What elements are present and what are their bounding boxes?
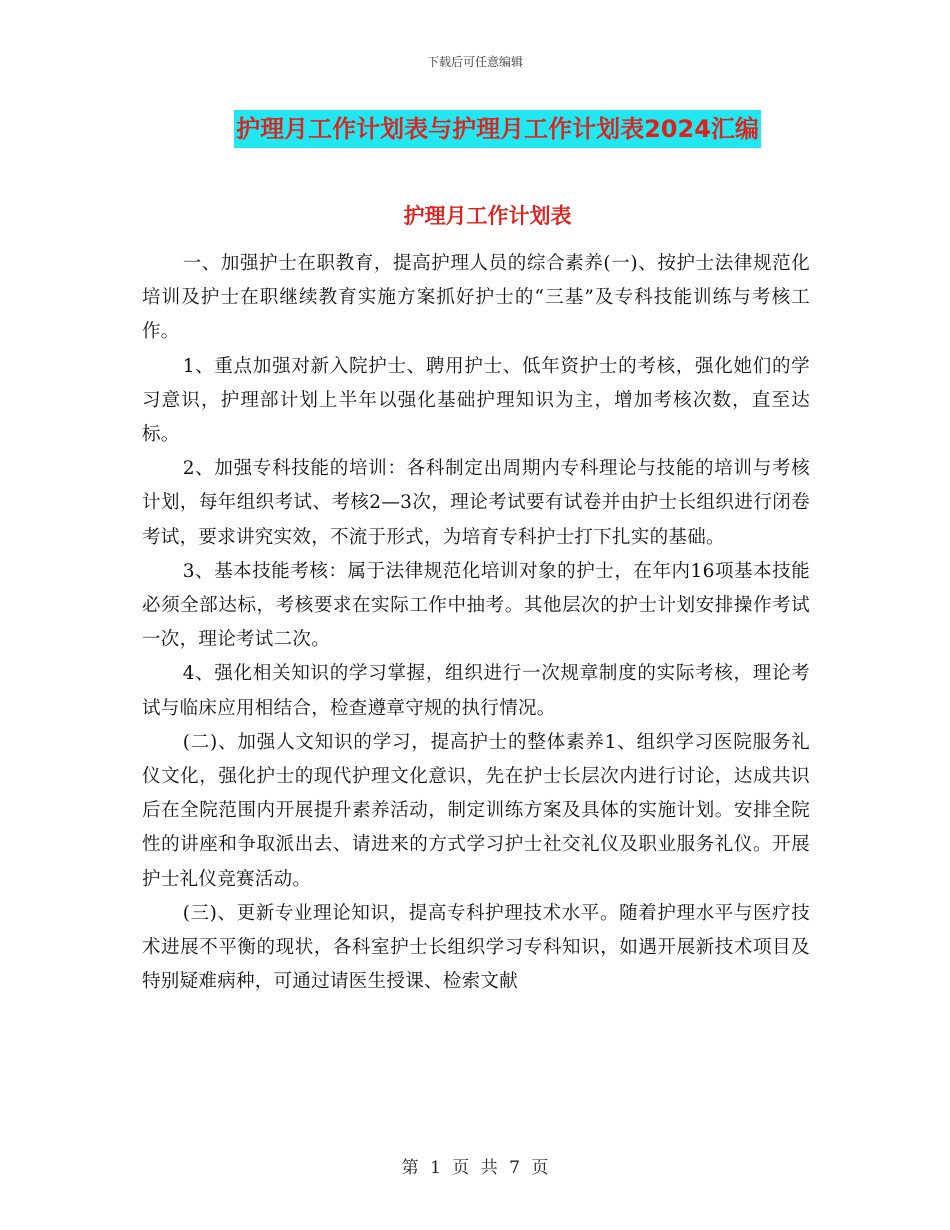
- paragraph: 4、强化相关知识的学习掌握，组织进行一次规章制度的实际考核，理论考试与临床应用相结合，检查遵章守规的执行情况。: [142, 663, 810, 719]
- section-title: 护理月工作计划表: [403, 204, 572, 228]
- paragraph: 2、加强专科技能的培训：各科制定出周期内专科理论与技能的培训与考核计划，每年组织考试、考核2—3次，理论考试要有试卷并由护士长组织进行闭卷考试，要求讲究实效，不流于形式，为培育专科护士打下扎实的基础。: [142, 458, 810, 548]
- page-footer: 第 1 页 共 7 页: [401, 1158, 549, 1178]
- paragraph: 一、加强护士在职教育，提高护理人员的综合素养(一)、按护士法律规范化培训及护士在职继续教育实施方案抓好护士的“三基”及专科技能训练与考核工作。: [142, 253, 810, 343]
- paragraph: (三)、更新专业理论知识，提高专科护理技术水平。随着护理水平与医疗技术进展不平衡的现状，各科室护士长组织学习专科知识，如遇开展新技术项目及特别疑难病种，可通过请医生授课、检索文献: [142, 902, 810, 993]
- document-title: 护理月工作计划表与护理月工作计划表2024汇编: [234, 110, 761, 148]
- main-title-container: [0, 110, 950, 148]
- paragraph: (二)、加强人文知识的学习，提高护士的整体素养1、组织学习医院服务礼仪文化，强化护士的现代护理文化意识，先在护士长层次内进行讨论，达成共识后在全院范围内开展提升素养活动，制定训练方案及具体的实施计划。安排全院性的讲座和争取派出去、请进来的方式学习护士社交礼仪及职业服务礼仪。开展护士礼仪竞赛活动。: [142, 731, 810, 890]
- body-text: [142, 247, 810, 999]
- paragraph: 3、基本技能考核：属于法律规范化培训对象的护士，在年内16项基本技能必须全部达标，考核要求在实际工作中抽考。其他层次的护士计划安排操作考试一次，理论考试二次。: [142, 560, 810, 651]
- paragraph: 1、重点加强对新入院护士、聘用护士、低年资护士的考核，强化她们的学习意识，护理部计划上半年以强化基础护理知识为主，增加考核次数，直至达标。: [142, 355, 810, 446]
- header-note: 下载后可任意编辑: [426, 55, 523, 69]
